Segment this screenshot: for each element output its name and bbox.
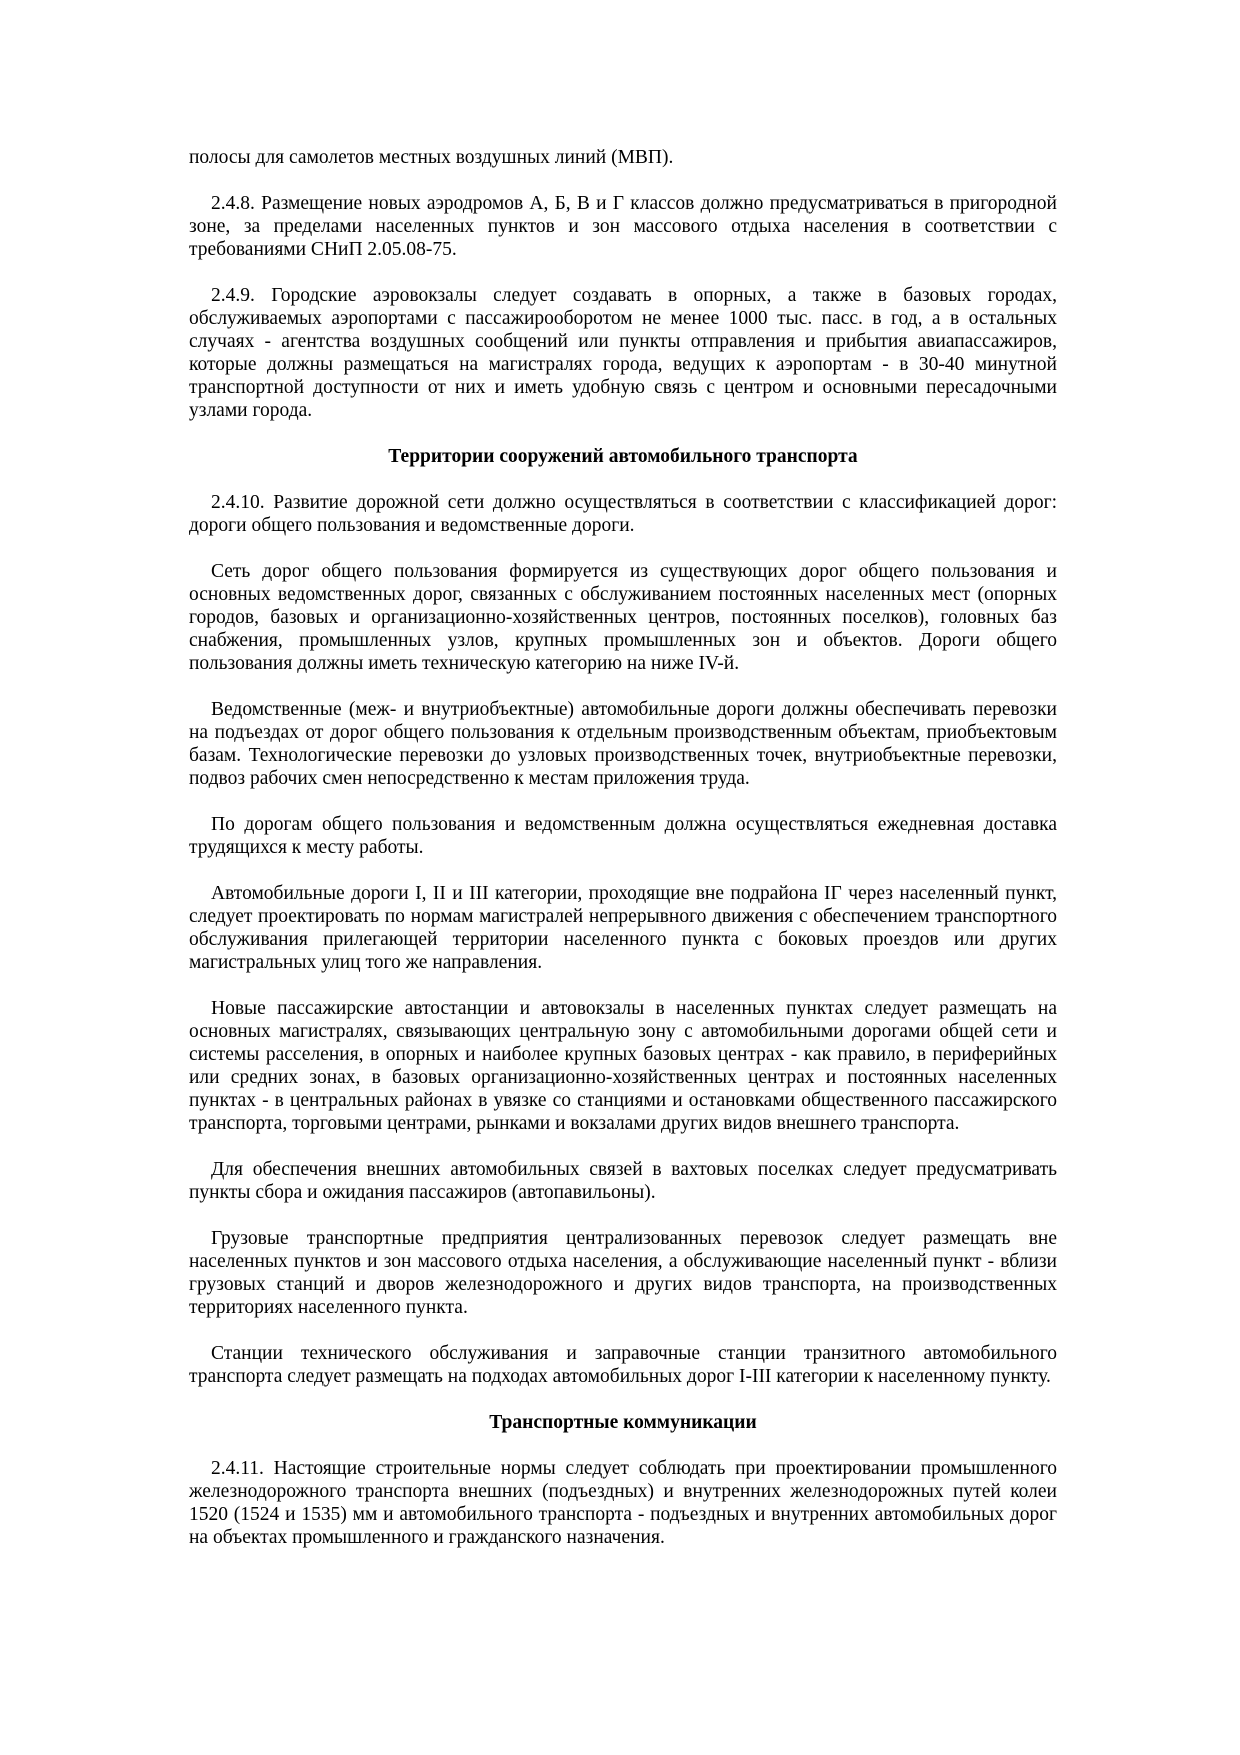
document-page — [189, 146, 1057, 1572]
paragraph-mvp-continuation: полосы для самолетов местных воздушных линий (МВП). — [189, 147, 674, 168]
paragraph-departmental-roads: Ведомственные (меж- и внутриобъектные) автомобильные дороги должны обеспечивать перевозки на подъездах от дорог общего пользования к отдельным производственным объектам, приобъектовым базам. Технологические перевозки до узловых производственных точек, внутриобъектные перевозки, подвоз рабочих смен непосредственно к местам приложения труда. — [189, 699, 1057, 789]
section-heading-road-transport: Территории сооружений автомобильного транспорта — [388, 446, 858, 467]
paragraph-public-roads-network: Сеть дорог общего пользования формируется из существующих дорог общего пользования и основных ведомственных дорог, связанных с обслуживанием постоянных населенных мест (опорных городов, базовых и организационно-хозяйственных центров, постоянных поселков), головных баз снабжения, промышленных узлов, крупных промышленных зон и объектов. Дороги общего пользования должны иметь техническую категорию на ниже IV-й. — [189, 561, 1057, 674]
paragraph-2-4-10: 2.4.10. Развитие дорожной сети должно осуществляться в соответствии с классификацией дорог: дороги общего пользования и ведомственные дороги. — [189, 492, 1057, 536]
paragraph-2-4-9: 2.4.9. Городские аэровокзалы следует создавать в опорных, а также в базовых городах, обслуживаемых аэропортами с пассажирооборотом не менее 1000 тыс. пасс. в год, а в остальных случаях - агентства воздушных сообщений или пункты отправления и прибытия авиапассажиров, которые должны размещаться на магистралях города, ведущих к аэропортам - в 30-40 минутной транспортной доступности от них и иметь удобную связь с центром и основными пересадочными узлами города. — [189, 285, 1057, 421]
paragraph-road-categories: Автомобильные дороги I, II и III категории, проходящие вне подрайона IГ через населенный пункт, следует проектировать по нормам магистралей непрерывного движения с обеспечением транспортного обслуживания прилегающей территории населенного пункта с боковых проездов или других магистральных улиц того же направления. — [189, 883, 1057, 973]
paragraph-2-4-8: 2.4.8. Размещение новых аэродромов А, Б, В и Г классов должно предусматриваться в пригородной зоне, за пределами населенных пунктов и зон массового отдыха населения в соответствии с требованиями СНиП 2.05.08-75. — [189, 193, 1057, 260]
paragraph-service-stations: Станции технического обслуживания и заправочные станции транзитного автомобильного транспорта следует размещать на подходах автомобильных дорог I-III категории к населенному пункту. — [189, 1343, 1057, 1387]
paragraph-daily-delivery: По дорогам общего пользования и ведомственным должна осуществляться ежедневная доставка трудящихся к месту работы. — [189, 814, 1057, 858]
section-heading-transport-communications: Транспортные коммуникации — [489, 1412, 757, 1433]
paragraph-shift-settlements: Для обеспечения внешних автомобильных связей в вахтовых поселках следует предусматривать пункты сбора и ожидания пассажиров (автопавильоны). — [189, 1159, 1057, 1203]
paragraph-bus-stations: Новые пассажирские автостанции и автовокзалы в населенных пунктах следует размещать на основных магистралях, связывающих центральную зону с автомобильными дорогами общей сети и системы расселения, в опорных и наиболее крупных базовых центрах - как правило, в периферийных или средних зонах, в базовых организационно-хозяйственных центрах и постоянных населенных пунктах - в центральных районах в увязке со станциями и остановками общественного пассажирского транспорта, торговыми центрами, рынками и вокзалами других видов внешнего транспорта. — [189, 998, 1057, 1134]
paragraph-freight-enterprises: Грузовые транспортные предприятия централизованных перевозок следует размещать вне населенных пунктов и зон массового отдыха населения, а обслуживающие населенный пункт - вблизи грузовых станций и дворов железнодорожного и других видов транспорта, на производственных территориях населенного пункта. — [189, 1228, 1057, 1318]
paragraph-2-4-11: 2.4.11. Настоящие строительные нормы следует соблюдать при проектировании промышленного железнодорожного транспорта внешних (подъездных) и внутренних железнодорожных путей колеи 1520 (1524 и 1535) мм и автомобильного транспорта - подъездных и внутренних автомобильных дорог на объектах промышленного и гражданского назначения. — [189, 1458, 1057, 1548]
